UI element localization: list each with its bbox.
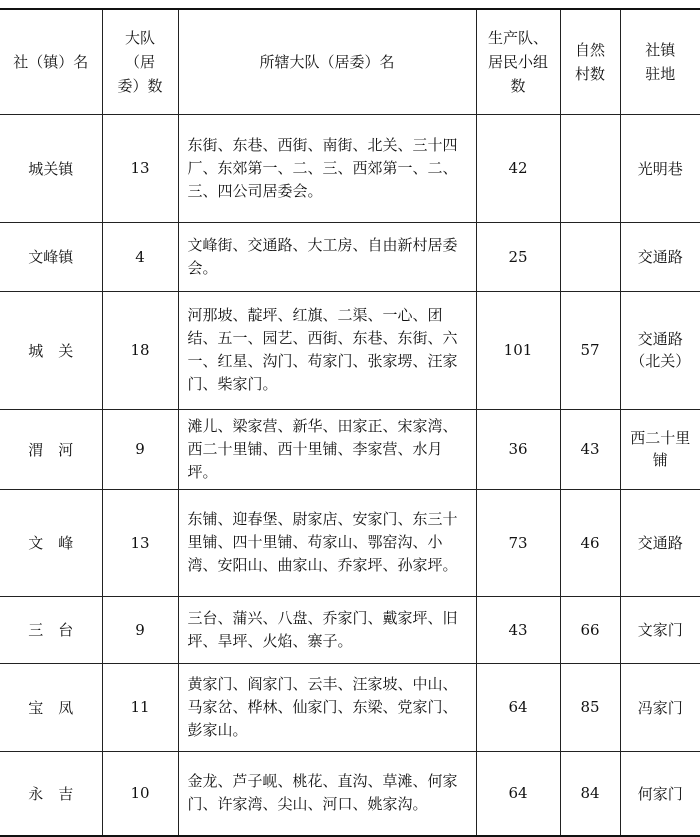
cell-name: 城 关 — [0, 291, 102, 409]
cell-list: 黄家门、阎家门、云丰、汪家坡、中山、马家岔、桦林、仙家门、东梁、党家门、彭家山。 — [178, 663, 476, 751]
cell-seat: 交通路 — [620, 222, 700, 291]
header-name: 社（镇）名 — [0, 9, 102, 114]
table-row — [0, 222, 700, 291]
cell-name: 文 峰 — [0, 489, 102, 596]
cell-groups: 64 — [476, 663, 560, 751]
cell-count: 10 — [102, 751, 178, 836]
table-row — [0, 596, 700, 663]
cell-seat: 光明巷 — [620, 114, 700, 222]
cell-groups: 25 — [476, 222, 560, 291]
header-row — [0, 9, 700, 114]
cell-name: 渭 河 — [0, 409, 102, 489]
table-row — [0, 489, 700, 596]
cell-villages: 46 — [560, 489, 620, 596]
cell-villages: 66 — [560, 596, 620, 663]
cell-seat: 冯家门 — [620, 663, 700, 751]
cell-list: 滩儿、梁家营、新华、田家正、宋家湾、西二十里铺、西十里铺、李家营、水月坪。 — [178, 409, 476, 489]
cell-groups: 36 — [476, 409, 560, 489]
cell-count: 9 — [102, 409, 178, 489]
cell-count: 9 — [102, 596, 178, 663]
table-row — [0, 751, 700, 836]
header-groups: 生产队、居民小组 数 — [476, 9, 560, 114]
cell-name: 文峰镇 — [0, 222, 102, 291]
cell-list: 东街、东巷、西街、南街、北关、三十四厂、东郊第一、二、三、西郊第一、二、三、四公司居委会。 — [178, 114, 476, 222]
cell-name: 三 台 — [0, 596, 102, 663]
cell-list: 金龙、芦子岘、桃花、直沟、草滩、何家门、许家湾、尖山、河口、姚家沟。 — [178, 751, 476, 836]
cell-villages — [560, 114, 620, 222]
cell-list: 三台、蒲兴、八盘、乔家门、戴家坪、旧坪、旱坪、火焰、寨子。 — [178, 596, 476, 663]
cell-groups: 101 — [476, 291, 560, 409]
cell-villages — [560, 222, 620, 291]
cell-seat: 西二十里铺 — [620, 409, 700, 489]
cell-seat: 文家门 — [620, 596, 700, 663]
cell-list: 东铺、迎春堡、尉家店、安家门、东三十里铺、四十里铺、苟家山、鄂窑沟、小湾、安阳山、曲家山、乔家坪、孙家坪。 — [178, 489, 476, 596]
cell-groups: 64 — [476, 751, 560, 836]
cell-groups: 43 — [476, 596, 560, 663]
cell-name: 宝 凤 — [0, 663, 102, 751]
cell-seat: 何家门 — [620, 751, 700, 836]
cell-villages: 43 — [560, 409, 620, 489]
cell-groups: 73 — [476, 489, 560, 596]
table-row — [0, 409, 700, 489]
header-seat: 社镇驻地 — [620, 9, 700, 114]
cell-name: 城关镇 — [0, 114, 102, 222]
cell-seat: 交通路（北关） — [620, 291, 700, 409]
header-list: 所辖大队（居委）名 — [178, 9, 476, 114]
cell-villages: 57 — [560, 291, 620, 409]
cell-name: 永 吉 — [0, 751, 102, 836]
township-table — [0, 8, 700, 837]
header-villages: 自然村数 — [560, 9, 620, 114]
table-row — [0, 114, 700, 222]
cell-count: 13 — [102, 114, 178, 222]
cell-count: 11 — [102, 663, 178, 751]
table-row — [0, 663, 700, 751]
cell-villages: 84 — [560, 751, 620, 836]
cell-count: 4 — [102, 222, 178, 291]
cell-count: 18 — [102, 291, 178, 409]
cell-count: 13 — [102, 489, 178, 596]
cell-seat: 交通路 — [620, 489, 700, 596]
header-count: 大队（居委）数 — [102, 9, 178, 114]
table-row — [0, 291, 700, 409]
cell-list: 文峰街、交通路、大工房、自由新村居委会。 — [178, 222, 476, 291]
cell-villages: 85 — [560, 663, 620, 751]
cell-groups: 42 — [476, 114, 560, 222]
cell-list: 河那坡、靛坪、红旗、二渠、一心、团结、五一、园艺、西街、东巷、东街、六一、红星、沟门、苟家门、张家塄、汪家门、柴家门。 — [178, 291, 476, 409]
